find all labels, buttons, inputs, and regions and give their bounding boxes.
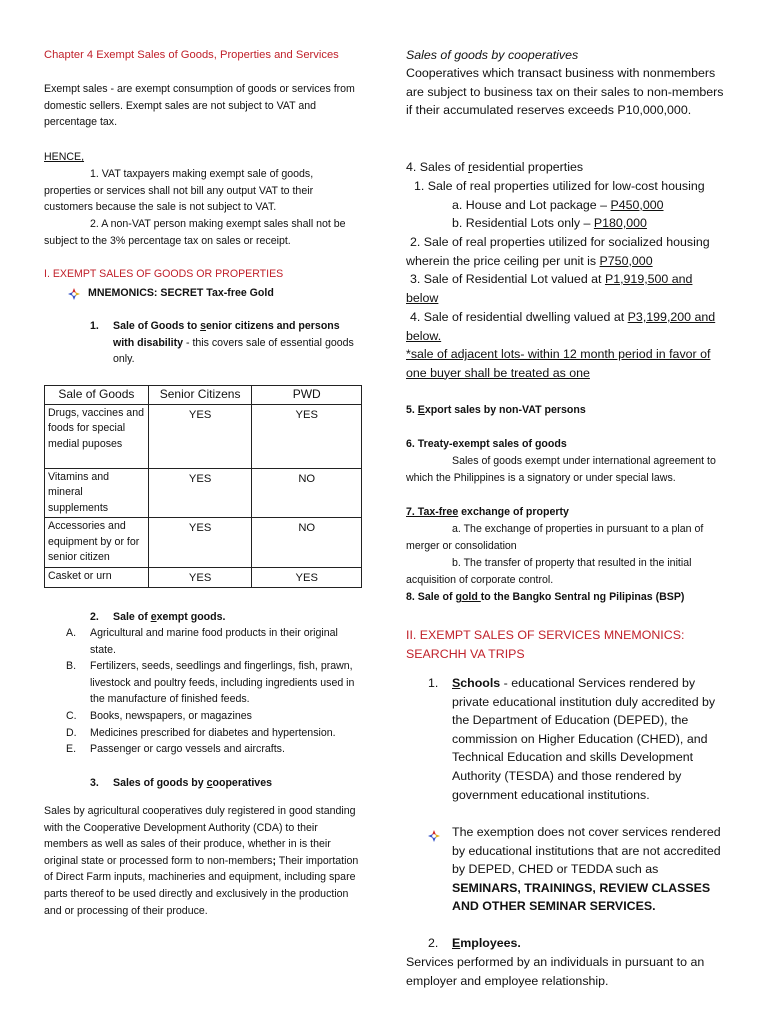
service-item-2-text: Services performed by an individuals in pursuant to an employer and employee relationship. bbox=[406, 955, 705, 988]
table-cell: YES bbox=[252, 567, 362, 588]
item-1-bold-s: s bbox=[200, 320, 207, 332]
item-5 bbox=[406, 402, 586, 419]
service-item-1-b: chools bbox=[460, 676, 501, 690]
list-item bbox=[66, 741, 366, 758]
residential-item-4-value: P3,199,200 and below. bbox=[406, 310, 716, 343]
table-row bbox=[45, 404, 362, 468]
residential-heading-r: r bbox=[468, 160, 473, 174]
item-2 bbox=[90, 609, 225, 626]
service-item-1-number: 1. bbox=[428, 676, 439, 690]
list-item bbox=[66, 658, 366, 708]
residential-heading bbox=[406, 158, 583, 177]
item-1-rest: - this covers sale of essential goods only. bbox=[113, 336, 354, 366]
coop-heading: Sales of goods by cooperatives bbox=[406, 48, 579, 62]
item-7a-text: a. The exchange of properties in pursuant to a plan of merger or consolidation bbox=[406, 523, 704, 552]
mnemonic-line bbox=[68, 285, 274, 302]
item-3-text bbox=[113, 775, 272, 792]
item-3-c: c bbox=[206, 777, 213, 789]
service-item-2-number: 2. bbox=[428, 936, 439, 950]
item-1-text bbox=[113, 318, 356, 368]
list-item bbox=[66, 708, 366, 725]
note-text bbox=[452, 823, 728, 916]
item-8-a: 8. Sale of bbox=[406, 591, 456, 603]
list-text: Agricultural and marine food products in their original state. bbox=[90, 627, 338, 656]
service-item-2-b: mployees. bbox=[460, 936, 521, 950]
residential-item-1a-value: P450,000 bbox=[610, 198, 664, 212]
item-2-e: e bbox=[150, 611, 157, 623]
goods-table bbox=[44, 385, 362, 588]
item-3-b: ooperatives bbox=[212, 777, 272, 789]
service-item-1-s: S bbox=[452, 676, 461, 690]
residential-item-1: 1. Sale of real properties utilized for low-cost housing bbox=[414, 179, 705, 193]
service-item-1-text bbox=[452, 674, 728, 804]
item-5-a: 5. bbox=[406, 404, 418, 416]
item-5-b: xport sales by non-VAT persons bbox=[424, 404, 586, 416]
item-6: 6. Treaty-exempt sales of goods bbox=[406, 438, 567, 450]
item-8-g: gold bbox=[455, 591, 481, 603]
table-cell: YES bbox=[148, 468, 252, 518]
item-2-b: xempt goods. bbox=[156, 611, 226, 623]
coop-paragraph-part-2: Their importation of Direct Farm inputs, machineries and equipment, including spare parts thereof to be used directly and exclusively in the production and or processing of their produce. bbox=[44, 854, 359, 917]
bullet-icon bbox=[428, 830, 438, 840]
table-cell: NO bbox=[252, 468, 362, 518]
residential-item-2-value: P750,000 bbox=[599, 253, 653, 268]
list-marker: A. bbox=[66, 627, 77, 639]
item-1-bold-b: enior citizens and persons with disability bbox=[113, 320, 340, 349]
table-header-row bbox=[45, 386, 362, 405]
section-2-heading: II. EXEMPT SALES OF SERVICES MNEMONICS: SEARCHH VA TRIPS bbox=[406, 628, 685, 661]
item-1 bbox=[90, 318, 356, 368]
item-7 bbox=[406, 504, 569, 521]
table-row bbox=[45, 468, 362, 518]
mnemonic-text: MNEMONICS: SECRET Tax-free Gold bbox=[88, 287, 274, 299]
table-cell: YES bbox=[148, 404, 252, 468]
coop-text: Cooperatives which transact business with nonmembers are subject to business tax on their sales to non-members if their accumulated reserves exceeds P10,000,000. bbox=[406, 66, 724, 118]
chapter-title: Chapter 4 Exempt Sales of Goods, Properties and Services bbox=[44, 49, 339, 61]
service-item-1 bbox=[428, 674, 728, 804]
service-item-1-rest: - educational Services rendered by private educational institution duly accredited by the Department of Education (DEPED), the commission on Higher Education (CHED), and Technical Education and skills Development Authority (TESDA) and those rendered by government educational institutions. bbox=[452, 676, 716, 802]
item-8 bbox=[406, 589, 684, 606]
item-2-text bbox=[113, 609, 225, 626]
residential-item-2-text: 2. Sale of real properties utilized for socialized housing wherein the price ceiling per unit is bbox=[406, 235, 710, 268]
list-item bbox=[66, 625, 366, 658]
item-3-a: Sales of goods by bbox=[113, 777, 207, 789]
residential-item-1b-value: P180,000 bbox=[593, 216, 647, 230]
table-cell: NO bbox=[252, 518, 362, 568]
note-bullet bbox=[428, 823, 452, 916]
list-text: Books, newspapers, or magazines bbox=[90, 709, 252, 722]
item-3 bbox=[90, 775, 272, 792]
item-7-a: 7. Tax-free bbox=[406, 506, 459, 518]
table-header: PWD bbox=[252, 386, 362, 405]
service-item-2-heading bbox=[452, 934, 521, 953]
item-5-e: E bbox=[417, 404, 425, 416]
coop-paragraph bbox=[44, 803, 362, 919]
hence-item-1: 1. VAT taxpayers making exempt sale of goods, properties or services shall not bill any output VAT to their customers because the sale is not subject to VAT. bbox=[44, 168, 314, 214]
residential-item-1b-label: b. Residential Lots only – bbox=[452, 216, 594, 230]
service-item-1-note bbox=[428, 823, 728, 916]
coop-paragraph-part-1: Sales by agricultural cooperatives duly registered in good standing with the Cooperative Development Authority (CDA) to their members as well as sales of their produce, whether in is their original state or processed form to non-members bbox=[44, 805, 356, 867]
item-1-bold-a: Sale of Goods to bbox=[113, 320, 201, 332]
hence-item-2: 2. A non-VAT person making exempt sales shall not be subject to the 3% percentage tax on sales or receipt. bbox=[44, 218, 346, 247]
list-marker: E. bbox=[66, 743, 77, 756]
residential-item-4-text: 4. Sale of residential dwelling valued at bbox=[410, 310, 628, 324]
item-7b-text: b. The transfer of property that resulted in the initial acquisition of corporate control. bbox=[406, 557, 692, 586]
list-marker: B. bbox=[66, 660, 77, 673]
residential-heading-a: 4. Sales of bbox=[406, 160, 468, 174]
note-text-a: The exemption does not cover services rendered by educational institutions that are not accredited by DEPED, CHED or TEDDA such as bbox=[452, 825, 721, 877]
table-header: Senior Citizens bbox=[148, 386, 252, 405]
table-row bbox=[45, 518, 362, 568]
item-6-text: Sales of goods exempt under international agreement to which the Philippines is a signatory or under special laws. bbox=[406, 455, 716, 484]
list-text: Passenger or cargo vessels and aircrafts. bbox=[90, 743, 285, 756]
table-row bbox=[45, 567, 362, 588]
residential-item-1b bbox=[452, 214, 647, 233]
hence-label: HENCE, bbox=[44, 151, 85, 163]
table-cell: YES bbox=[148, 567, 252, 588]
service-item-2 bbox=[428, 934, 521, 953]
table-header: Sale of Goods bbox=[45, 386, 149, 405]
item-2-a: Sale of bbox=[113, 611, 151, 623]
list-marker: C. bbox=[66, 709, 77, 722]
residential-item-4 bbox=[406, 308, 728, 345]
list-text: Fertilizers, seeds, seedlings and fingerlings, fish, prawn, livestock and poultry feeds, including ingredients used in the manufacture of finished feeds. bbox=[90, 660, 355, 706]
residential-item-3-text: 3. Sale of Residential Lot valued at bbox=[410, 272, 605, 286]
list-marker: D. bbox=[66, 726, 77, 739]
section-1-heading: I. EXEMPT SALES OF GOODS OR PROPERTIES bbox=[44, 268, 284, 280]
table-cell: Casket or urn bbox=[45, 567, 149, 588]
item-8-b: to the Bangko Sentral ng Pilipinas (BSP) bbox=[480, 591, 685, 603]
coop-semicolon: ; bbox=[272, 854, 276, 867]
table-cell: Accessories and equipment by or for senior citizen bbox=[45, 518, 149, 568]
table-cell: YES bbox=[148, 518, 252, 568]
table-cell: YES bbox=[252, 404, 362, 468]
service-item-2-e: E bbox=[452, 936, 461, 950]
exempt-goods-list bbox=[66, 625, 366, 758]
table-cell: Vitamins and mineral supplements bbox=[45, 468, 149, 518]
residential-item-2 bbox=[406, 233, 728, 270]
list-text: Medicines prescribed for diabetes and hypertension. bbox=[90, 726, 336, 739]
item-7-b: exchange of property bbox=[458, 506, 569, 518]
residential-item-1a bbox=[452, 196, 664, 215]
residential-item-3 bbox=[406, 270, 728, 307]
bullet-icon bbox=[68, 288, 78, 298]
item-2-number: 2. bbox=[90, 611, 99, 623]
item-3-number: 3. bbox=[90, 777, 99, 789]
list-item bbox=[66, 725, 366, 742]
table-cell: Drugs, vaccines and foods for special medial puposes bbox=[45, 404, 149, 468]
residential-heading-b: esidential properties bbox=[472, 160, 584, 174]
note-text-b: SEMINARS, TRAININGS, REVIEW CLASSES AND OTHER SEMINAR SERVICES. bbox=[452, 880, 711, 914]
intro-paragraph: Exempt sales - are exempt consumption of goods or services from domestic sellers. Exempt sales are not subject to VAT and percentage tax. bbox=[44, 83, 355, 129]
residential-note: *sale of adjacent lots- within 12 month period in favor of one buyer shall be treated as one bbox=[406, 347, 711, 380]
residential-item-1a-label: a. House and Lot package – bbox=[452, 198, 611, 212]
residential-item-3-value: P1,919,500 and below bbox=[406, 272, 693, 305]
item-1-number: 1. bbox=[90, 320, 99, 332]
